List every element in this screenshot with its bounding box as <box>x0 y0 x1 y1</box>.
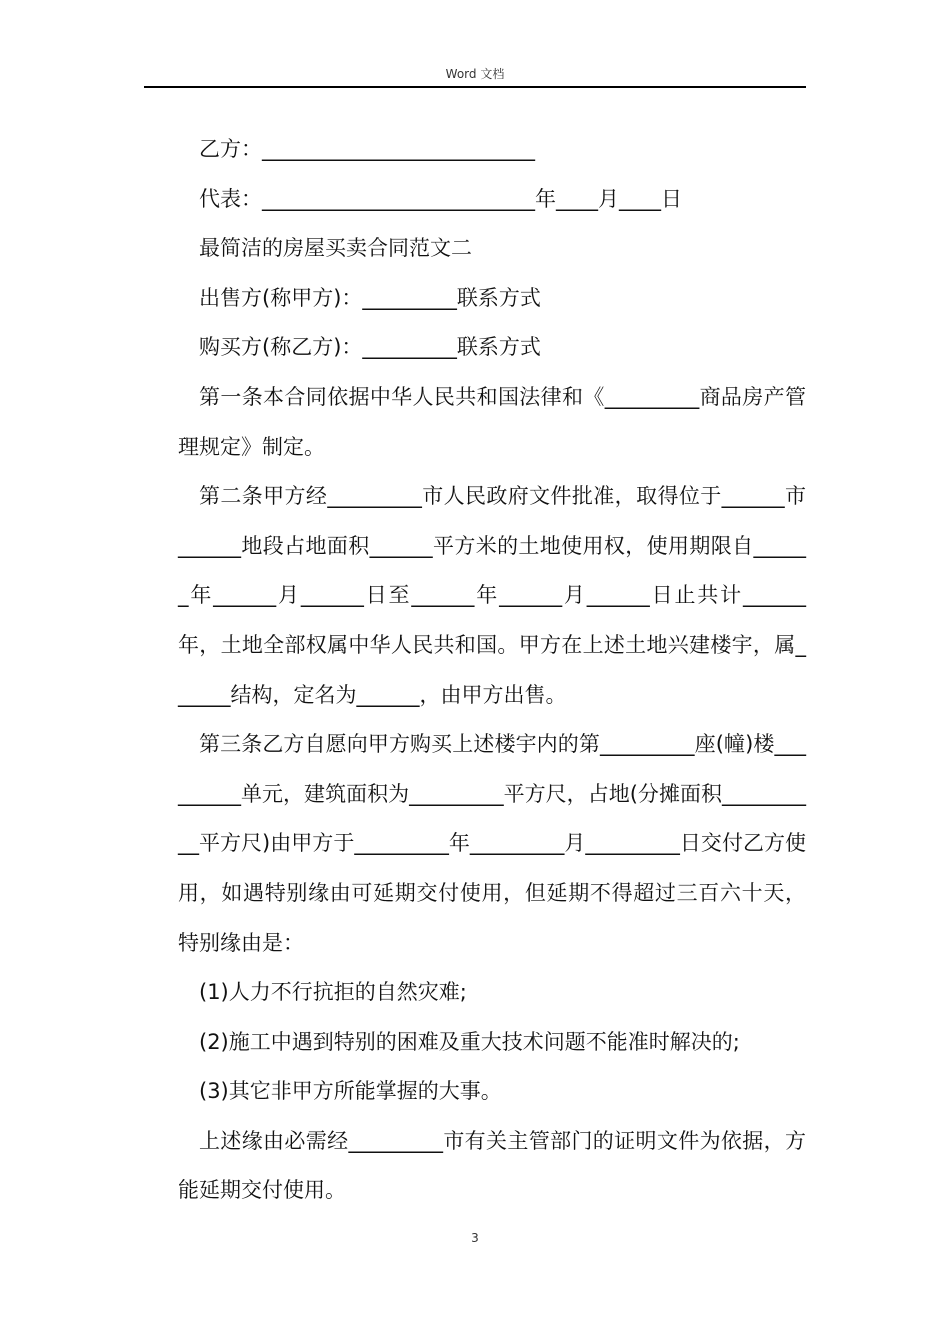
paragraph-party-b: 乙方：__________________________ <box>199 137 535 161</box>
page-number: 3 <box>471 1231 479 1245</box>
paragraph-representative-date: 代表：__________________________年____月____日 <box>199 186 682 211</box>
paragraph-article-2: 第二条甲方经_________市人民政府文件批准，取得位于______市______地段占地面积______平方米的土地使用权，使用期限自______年______月______日至______年______月______日止共计______年，土地全部权属中华人民共和国。甲方在上述土地兴建楼宇，属______结构，定名为______，由甲方出售。 <box>178 484 806 707</box>
paragraph-article-3: 第三条乙方自愿向甲方购买上述楼宇内的第_________座(幢)楼_________单元，建筑面积为_________平方尺，占地(分摊面积__________平方尺)由甲方于_________年_________月_________日交付乙方使用，如遇特别缘由可延期交付使用，但延期不得超过三百六十天，特别缘由是： <box>178 732 806 955</box>
paragraph-reason-1: (1)人力不行抗拒的自然灾难; <box>199 980 467 1005</box>
header-rule <box>144 86 806 88</box>
page-header: Word 文档 <box>445 67 505 81</box>
paragraph-reason-2: (2)施工中遇到特别的困难及重大技术问题不能准时解决的; <box>199 1029 740 1054</box>
paragraph-section-title: 最简洁的房屋买卖合同范文二 <box>199 236 472 261</box>
paragraph-proof-requirement: 上述缘由必需经_________市有关主管部门的证明文件为依据，方能延期交付使用。 <box>178 1128 806 1203</box>
paragraph-buyer: 购买方(称乙方)：_________联系方式 <box>199 335 541 360</box>
paragraph-reason-3: (3)其它非甲方所能掌握的大事。 <box>199 1079 502 1104</box>
paragraph-article-1: 第一条本合同依据中华人民共和国法律和《_________商品房产管理规定》制定。 <box>178 384 806 459</box>
paragraph-seller: 出售方(称甲方)：_________联系方式 <box>199 285 541 310</box>
document-body <box>178 125 806 1216</box>
